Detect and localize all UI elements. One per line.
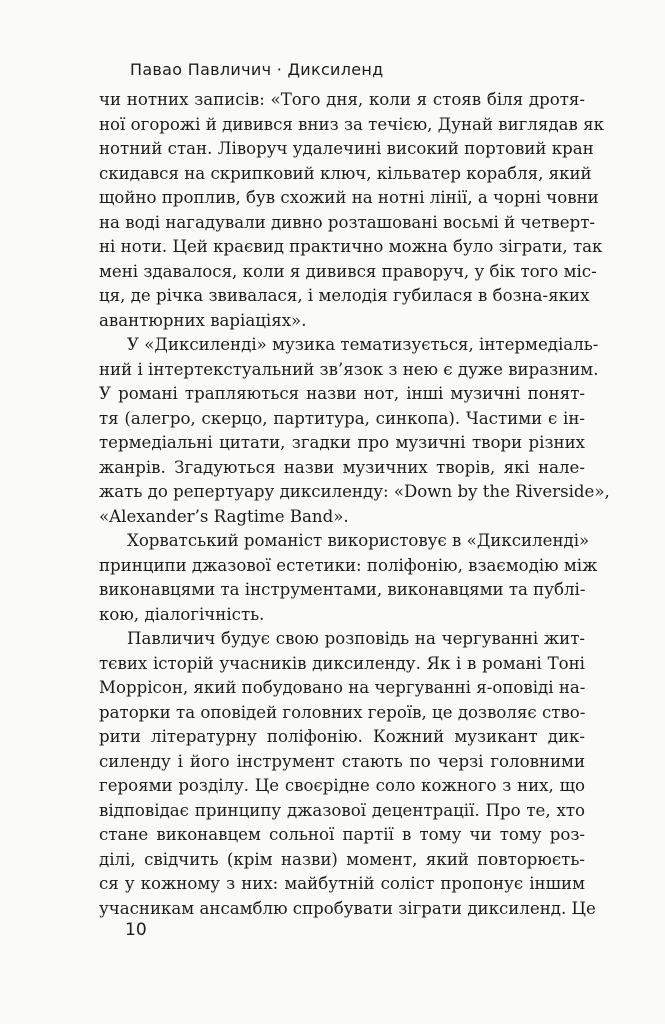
text-line: раторки та оповідей головних героїв, це дозволяє ство-	[99, 702, 586, 722]
body-text	[99, 88, 610, 921]
text-line: рити літературну поліфонію. Кожний музикант дик-	[99, 727, 585, 746]
text-line: ні ноти. Цей краєвид практично можна було зіграти, так	[99, 237, 603, 256]
text-line: нотний стан. Ліворуч удалечині високий портовий кран	[99, 139, 594, 158]
text-line: ся у кожному з них: майбутній соліст пропонує іншим	[99, 874, 585, 893]
text-line: учасникам ансамблю спробувати зіграти диксиленд. Це	[99, 898, 596, 918]
text-line: тя (алегро, скерцо, партитура, синкопа). Частими є ін-	[99, 408, 585, 428]
text-line: на воді нагадували дивно розташовані восьмі й четверт-	[99, 212, 595, 232]
text-line: мені здавалося, коли я дивився праворуч, у бік того міс-	[99, 261, 597, 281]
text-line: Моррісон, який побудовано на чергуванні я-оповіді на-	[99, 678, 586, 697]
text-line: чи нотних записів: «Того дня, коли я стояв біля дротя-	[99, 90, 585, 109]
text-line: кою, діалогічність.	[99, 604, 265, 624]
text-line: ний і інтертекстуальний зв’язок з нею є дуже виразним.	[99, 359, 599, 379]
text-line: У романі трапляються назви нот, інші музичні понят-	[99, 384, 585, 403]
text-line: ця, де річка звивалася, і мелодія губилася в бозна-яких	[99, 286, 590, 305]
text-line: скидався на скрипковий ключ, кільватер корабля, який	[99, 163, 592, 183]
text-line: авантюрних варіаціях».	[99, 310, 307, 330]
text-line: ділі, свідчить (крім назви) момент, який повторюєть-	[99, 849, 585, 869]
text-line: силенду і його інструмент стають по черзі головними	[99, 751, 585, 771]
text-line: виконавцями та інструментами, виконавцями та публі-	[99, 580, 586, 599]
text-line: щойно проплив, був схожий на нотні лінії, а чорні човни	[99, 188, 599, 207]
text-line: термедіальні цитати, згадки про музичні твори різних	[99, 433, 585, 452]
text-line: Павличич будує свою розповідь на чергуванні жит-	[127, 629, 585, 648]
text-line: «Alexander’s Ragtime Band».	[99, 506, 349, 526]
text-line: жать до репертуару диксиленду: «Down by the Riverside»,	[99, 482, 610, 501]
text-line: Хорватський романіст використовує в «Диксиленді»	[127, 531, 590, 550]
text-line: ної огорожі й дивився вниз за течією, Дунай виглядав як	[99, 114, 604, 134]
running-header: Павао Павличич · Диксиленд	[130, 60, 384, 79]
text-line: принципи джазової естетики: поліфонію, взаємодію між	[99, 555, 598, 575]
text-line: У «Диксиленді» музика тематизується, інтермедіаль-	[127, 335, 599, 354]
text-line: тєвих історій учасників диксиленду. Як і в романі Тоні	[99, 653, 585, 673]
text-line: героями розділу. Це своєрідне соло кожного з них, що	[99, 776, 585, 795]
text-line: відповідає принципу джазової децентрації. Про те, хто	[99, 800, 585, 820]
text-line: жанрів. Згадуються назви музичних творів, які нале-	[99, 457, 585, 477]
text-line: стане виконавцем сольної партії в тому чи тому роз-	[99, 825, 585, 844]
page-number: 10	[125, 920, 147, 940]
